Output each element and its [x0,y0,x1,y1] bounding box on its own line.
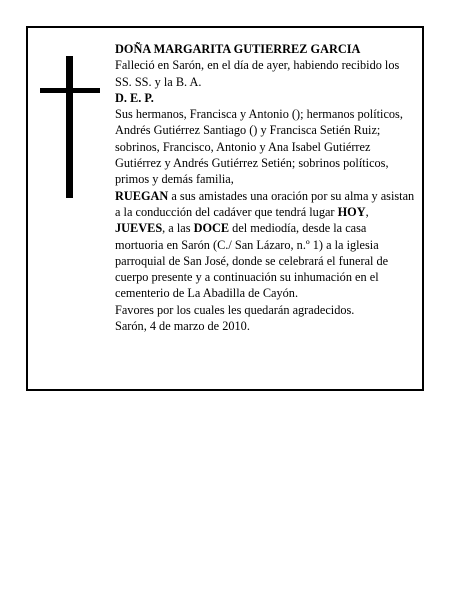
request-text-1: a sus amistades una oración por su alma y asistan a la conducción del cadáver que tendrá lugar [115,188,415,219]
death-announcement: Falleció en Sarón, en el día de ayer, habiendo recibido los SS. SS. y la B. A. [115,58,400,89]
deceased-name: DOÑA MARGARITA GUTIERREZ GARCIA [115,42,361,56]
family-list: Sus hermanos, Francisca y Antonio (); hermanos políticos, Andrés Gutiérrez Santiago () y Francisca Setién Ruiz; sobrinos, Francisco, Antonio y Ana Isabel Gutiérrez Gutiérrez y Andrés Gutiérrez Setién; sobrinos políticos, primos y demás familia, [115,107,403,187]
jueves-word: JUEVES [115,221,163,236]
request-comma: , [365,204,369,219]
request-text-2: , a las [162,221,194,236]
cross-icon [40,56,100,198]
rip-line: D. E. P. [115,90,154,105]
hoy-word: HOY [337,204,366,219]
request-text-3: del mediodía, desde la casa mortuoria en Sarón (C./ San Lázaro, n.º 1) a la iglesia parroquial de San José, donde se celebrará el funeral de cuerpo presente y a continuación su inhumación en el cementerio de La Abadilla de Cayón. [115,221,389,301]
cross-horizontal-bar [40,88,100,93]
obituary-notice [26,26,424,391]
thanks-line: Favores por los cuales les quedarán agradecidos. [115,302,355,317]
doce-word: DOCE [193,221,230,236]
place-date: Sarón, 4 de marzo de 2010. [115,319,250,334]
request-paragraph [115,188,417,302]
notice-body [115,41,417,334]
ruegan-word: RUEGAN [115,188,169,203]
cross-vertical-bar [66,56,73,198]
